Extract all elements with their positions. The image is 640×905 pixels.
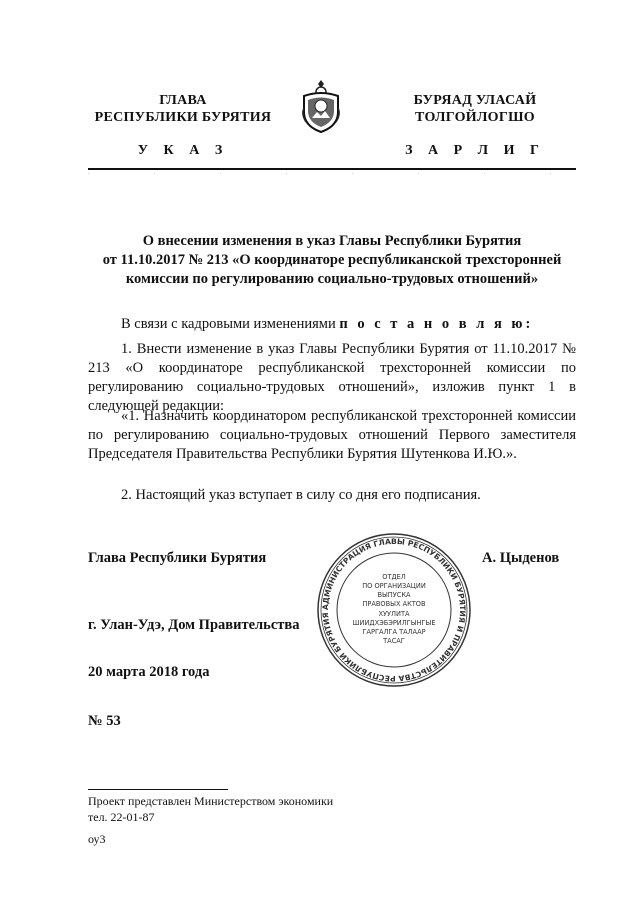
stamp-line-2: ПО ОРГАНИЗАЦИИ: [362, 582, 426, 590]
header-left: [88, 92, 278, 126]
header-right-line2: ТОЛГОЙЛОГШО: [415, 110, 535, 125]
header-right-line1: БУРЯАД УЛАСАЙ: [413, 93, 537, 108]
signature-position: Глава Республики Бурятия: [88, 550, 267, 566]
header-right: [380, 92, 570, 126]
signature-place: г. Улан-Удэ, Дом Правительства: [88, 617, 300, 633]
item-2: 2. Настоящий указ вступает в силу со дня его подписания.: [121, 487, 481, 503]
document-title: [88, 232, 576, 289]
stamp-line-5: ХУУЛИТА: [378, 610, 410, 618]
footer: [88, 793, 333, 847]
stamp-line-1: ОТДЕЛ: [382, 573, 406, 581]
title-line1: О внесении изменения в указ Главы Республики Бурятия: [142, 233, 522, 249]
header-dotted-line: [88, 173, 576, 174]
item-1: 1. Внести изменение в указ Главы Республики Бурятия от 11.10.2017 № 213 «О координаторе республиканской трехсторонней комиссии по регулированию социально-трудовых отношений», изложив пункт 1 в следующей редакции:: [88, 341, 576, 414]
coat-of-arms-emblem: [300, 78, 342, 134]
title-line2: от 11.10.2017 № 213 «О координаторе республиканской трехсторонней: [102, 252, 562, 268]
signature-date: 20 марта 2018 года: [88, 664, 210, 680]
official-stamp: [314, 530, 474, 690]
stamp-outer-text: АДМИНИСТРАЦИЯ ГЛАВЫ РЕСПУБЛИКИ БУРЯТИЯ И ПРАВИТЕЛЬСТВА РЕСПУБЛИКИ БУРЯТИЯ: [320, 536, 468, 684]
header-left-line1: ГЛАВА: [159, 93, 207, 108]
header-left-line2: РЕСПУБЛИКИ БУРЯТИЯ: [94, 110, 272, 125]
header-divider: [88, 168, 576, 170]
footer-line2: тел. 22-01-87: [88, 810, 155, 824]
footer-line3: оу3: [88, 832, 106, 846]
stamp-line-4: ПРАВОВЫХ АКТОВ: [362, 600, 426, 608]
stamp-line-8: ТАСАГ: [383, 637, 405, 645]
footer-line1: Проект представлен Министерством экономики: [88, 794, 334, 808]
doc-type-left: У К А З: [137, 143, 229, 158]
intro-text: В связи с кадровыми изменениями: [121, 316, 340, 332]
doc-type-right: З А Р Л И Г: [405, 143, 545, 158]
stamp-line-3: ВЫПУСКА: [377, 591, 411, 599]
footer-divider: [88, 789, 228, 790]
item-1-quote: «1. Назначить координатором республиканской трехсторонней комиссии по регулированию социально-трудовых отношений Первого заместителя Председателя Правительства Республики Бурятия Шутенкова И.Ю.».: [88, 408, 576, 462]
intro-paragraph: [88, 315, 576, 334]
stamp-line-6: ШИИДХЭБЭРИЛГЫНГЫЕ: [352, 619, 436, 627]
title-line3: комиссии по регулированию социально-трудовых отношений»: [125, 271, 539, 287]
stamp-line-7: ГАРГАЛГА ТАЛААР: [362, 628, 426, 636]
decree-number: № 53: [88, 713, 121, 729]
signature-name: А. Цыденов: [482, 550, 560, 566]
intro-decree: п о с т а н о в л я ю:: [339, 316, 534, 332]
